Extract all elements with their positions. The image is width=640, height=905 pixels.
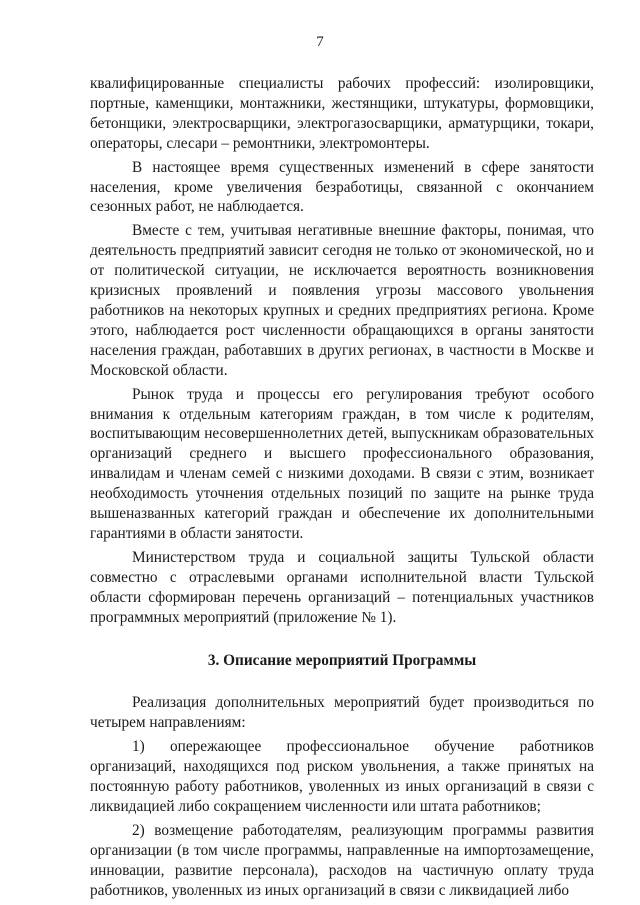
paragraph-direction-1: 1) опережающее профессиональное обучение работников организаций, находящихся под риском увольнения, а также принятых на постоянную работу работников, уволенных из иных организаций в связи с ликвидацией либо сокращением численности или штата работников; <box>90 738 594 815</box>
paragraph-external-factors: Вместе с тем, учитывая негативные внешние факторы, понимая, что деятельность предприятий зависит сегодня не только от экономической, но и от политической ситуации, не исключается вероятность возникновения кризисных проявлений и появления угрозы массового увольнения работников на некоторых крупных и средних предприятиях региона. Кроме этого, наблюдается рост численности обращающихся в органы занятости населения граждан, работавших в других регионах, в частности в Москве и Московской области. <box>90 222 594 379</box>
paragraph-continued-list: квалифицированные специалисты рабочих профессий: изолировщики, портные, каменщики, монтажники, жестянщики, штукатуры, формовщики, бетонщики, электросварщики, электрогазосварщики, арматурщики, токари, операторы, слесари – ремонтники, электромонтеры. <box>90 75 594 152</box>
paragraph-direction-2: 2) возмещение работодателям, реализующим программы развития организации (в том числе программы, направленные на импортозамещение, инновации, развитие персонала), расходов на частичную оплату труда работников, уволенных из иных организаций в связи с ликвидацией либо <box>90 821 594 899</box>
page-number: 7 <box>316 34 324 50</box>
document-body <box>90 74 594 900</box>
section-heading: 3. Описание мероприятий Программы <box>207 652 477 670</box>
paragraph-directions-intro: Реализация дополнительных мероприятий будет производиться по четырем направлениям: <box>90 694 594 732</box>
paragraph-employment-status: В настоящее время существенных изменений в сфере занятости населения, кроме увеличения безработицы, связанной с окончанием сезонных работ, не наблюдается. <box>90 158 594 216</box>
paragraph-ministry-list: Министерством труда и социальной защиты Тульской области совместно с отраслевыми органами исполнительной власти Тульской области сформирован перечень организаций – потенциальных участников программных мероприятий (приложение № 1). <box>90 548 594 626</box>
paragraph-labor-market: Рынок труда и процессы его регулирования требуют особого внимания к отдельным категориям граждан, в том числе к родителям, воспитывающим несовершеннолетних детей, выпускникам образовательных организаций среднего и высшего профессионального образования, инвалидам и членам семей с низкими доходами. В связи с этим, возникает необходимость уточнения отдельных позиций по защите на рынке труда вышеназванных категорий граждан и обеспечение их дополнительными гарантиями в области занятости. <box>90 385 594 542</box>
